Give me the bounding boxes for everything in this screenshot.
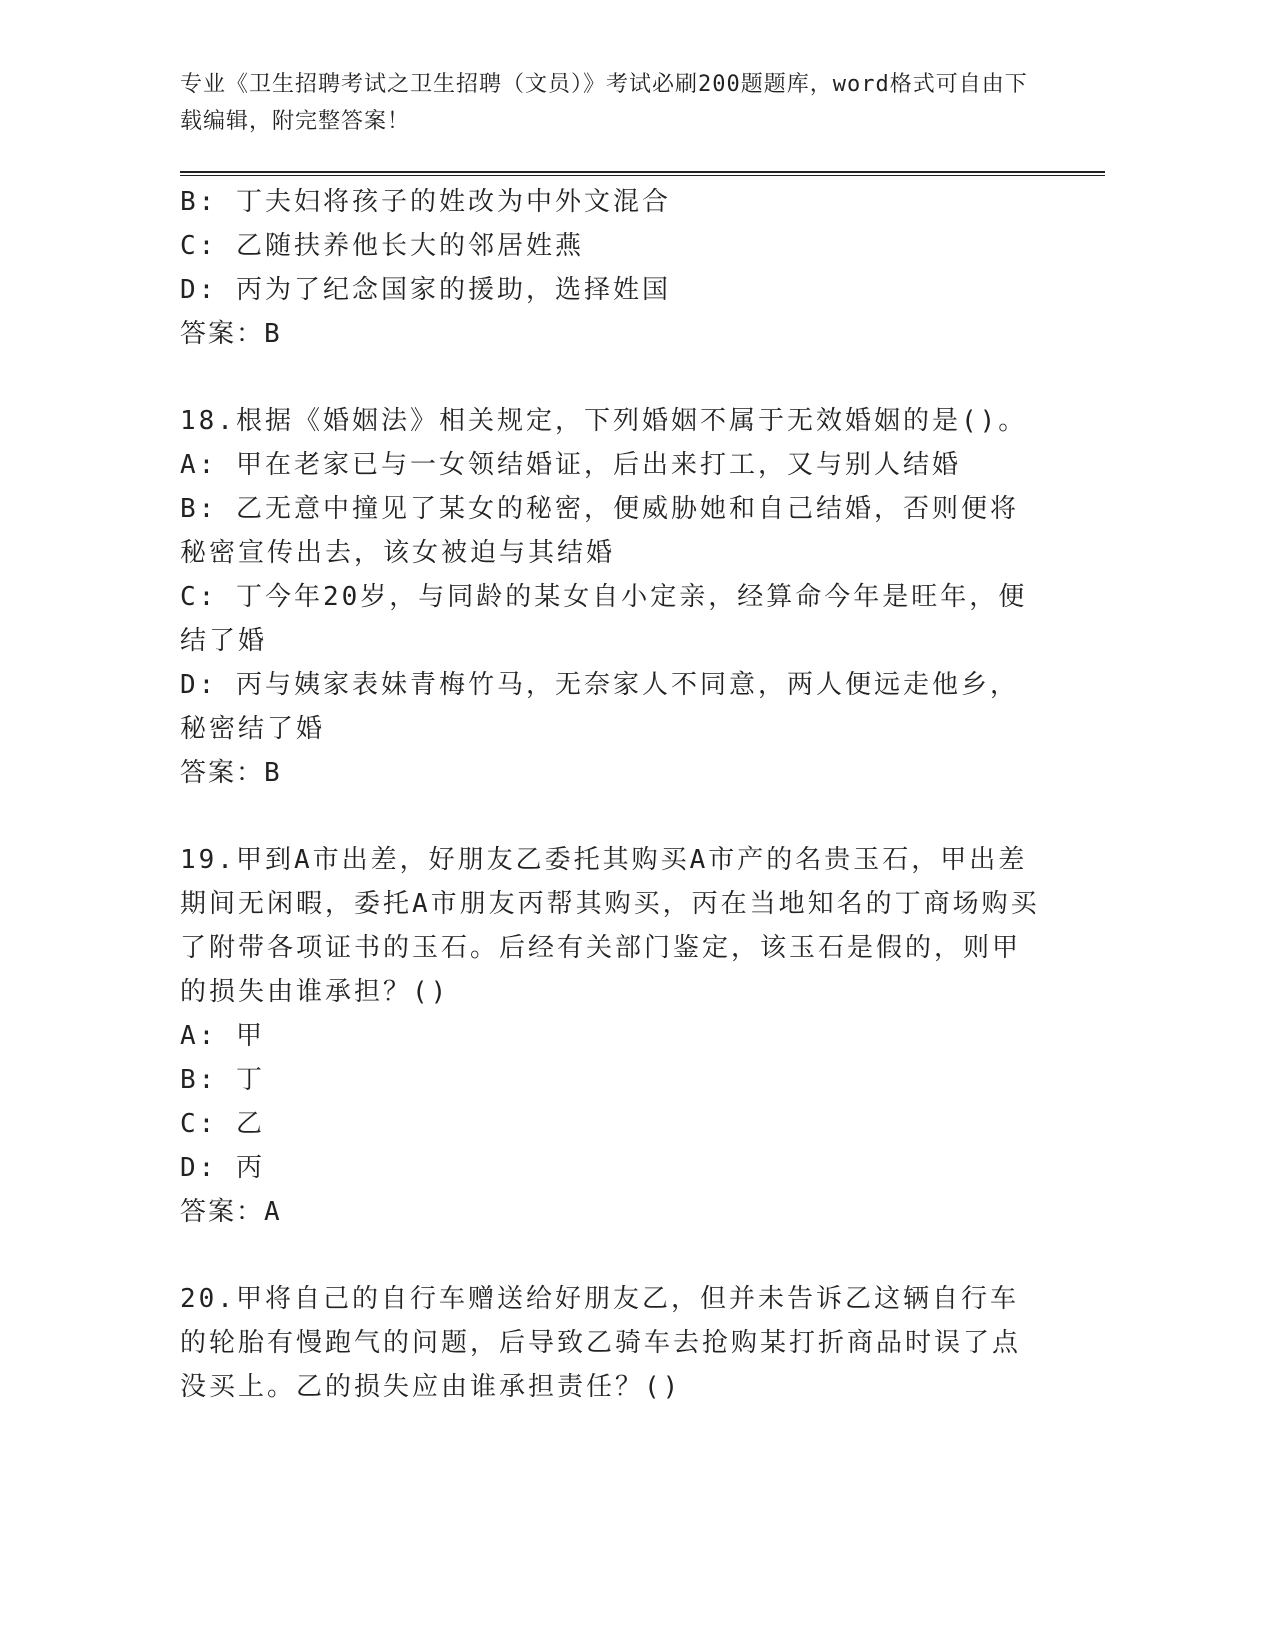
question-19 (180, 838, 1040, 1234)
option-b: B: 乙无意中撞见了某女的秘密，便威胁她和自己结婚，否则便将秘密宣传出去，该女被迫与其结婚 (180, 494, 1019, 568)
spacer (180, 795, 1040, 838)
option-a: A: 甲在老家已与一女领结婚证，后出来打工，又与别人结婚 (180, 450, 961, 480)
option-d: D: 丙与姨家表妹青梅竹马，无奈家人不同意，两人便远走他乡，秘密结了婚 (180, 670, 1019, 744)
option-d: D: 丙为了纪念国家的援助，选择姓国 (180, 275, 671, 305)
option-c: C: 乙 (180, 1109, 265, 1139)
spacer (180, 1234, 1040, 1277)
spacer (180, 356, 1040, 399)
answer: 答案：B (180, 319, 282, 349)
option-b: B: 丁 (180, 1065, 265, 1095)
question-17-tail (180, 180, 1040, 356)
option-c: C: 丁今年20岁，与同龄的某女自小定亲，经算命今年是旺年，便结了婚 (180, 582, 1028, 656)
document-header (180, 66, 1040, 140)
question-20 (180, 1277, 1040, 1409)
option-d: D: 丙 (180, 1153, 265, 1183)
header-divider (180, 171, 1105, 173)
option-c: C: 乙随扶养他长大的邻居姓燕 (180, 231, 584, 261)
header-divider-thin (180, 175, 1105, 176)
question-18 (180, 399, 1040, 795)
question-text: 19.甲到A市出差，好朋友乙委托其购买A市产的名贵玉石，甲出差期间无闲暇，委托A市朋友丙帮其购买，丙在当地知名的丁商场购买了附带各项证书的玉石。后经有关部门鉴定，该玉石是假的，则甲的损失由谁承担？() (180, 845, 1040, 1007)
header-title: 专业《卫生招聘考试之卫生招聘（文员）》考试必刷200题题库，word格式可自由下载编辑，附完整答案！ (180, 72, 1028, 134)
option-b: B: 丁夫妇将孩子的姓改为中外文混合 (180, 187, 671, 217)
answer: 答案：A (180, 1197, 282, 1227)
answer: 答案：B (180, 758, 282, 788)
question-text: 20.甲将自己的自行车赠送给好朋友乙，但并未告诉乙这辆自行车的轮胎有慢跑气的问题，后导致乙骑车去抢购某打折商品时误了点没买上。乙的损失应由谁承担责任？() (180, 1284, 1022, 1402)
question-text: 18.根据《婚姻法》相关规定，下列婚姻不属于无效婚姻的是()。 (180, 406, 1028, 436)
document-body (180, 180, 1040, 1409)
option-a: A: 甲 (180, 1021, 265, 1051)
